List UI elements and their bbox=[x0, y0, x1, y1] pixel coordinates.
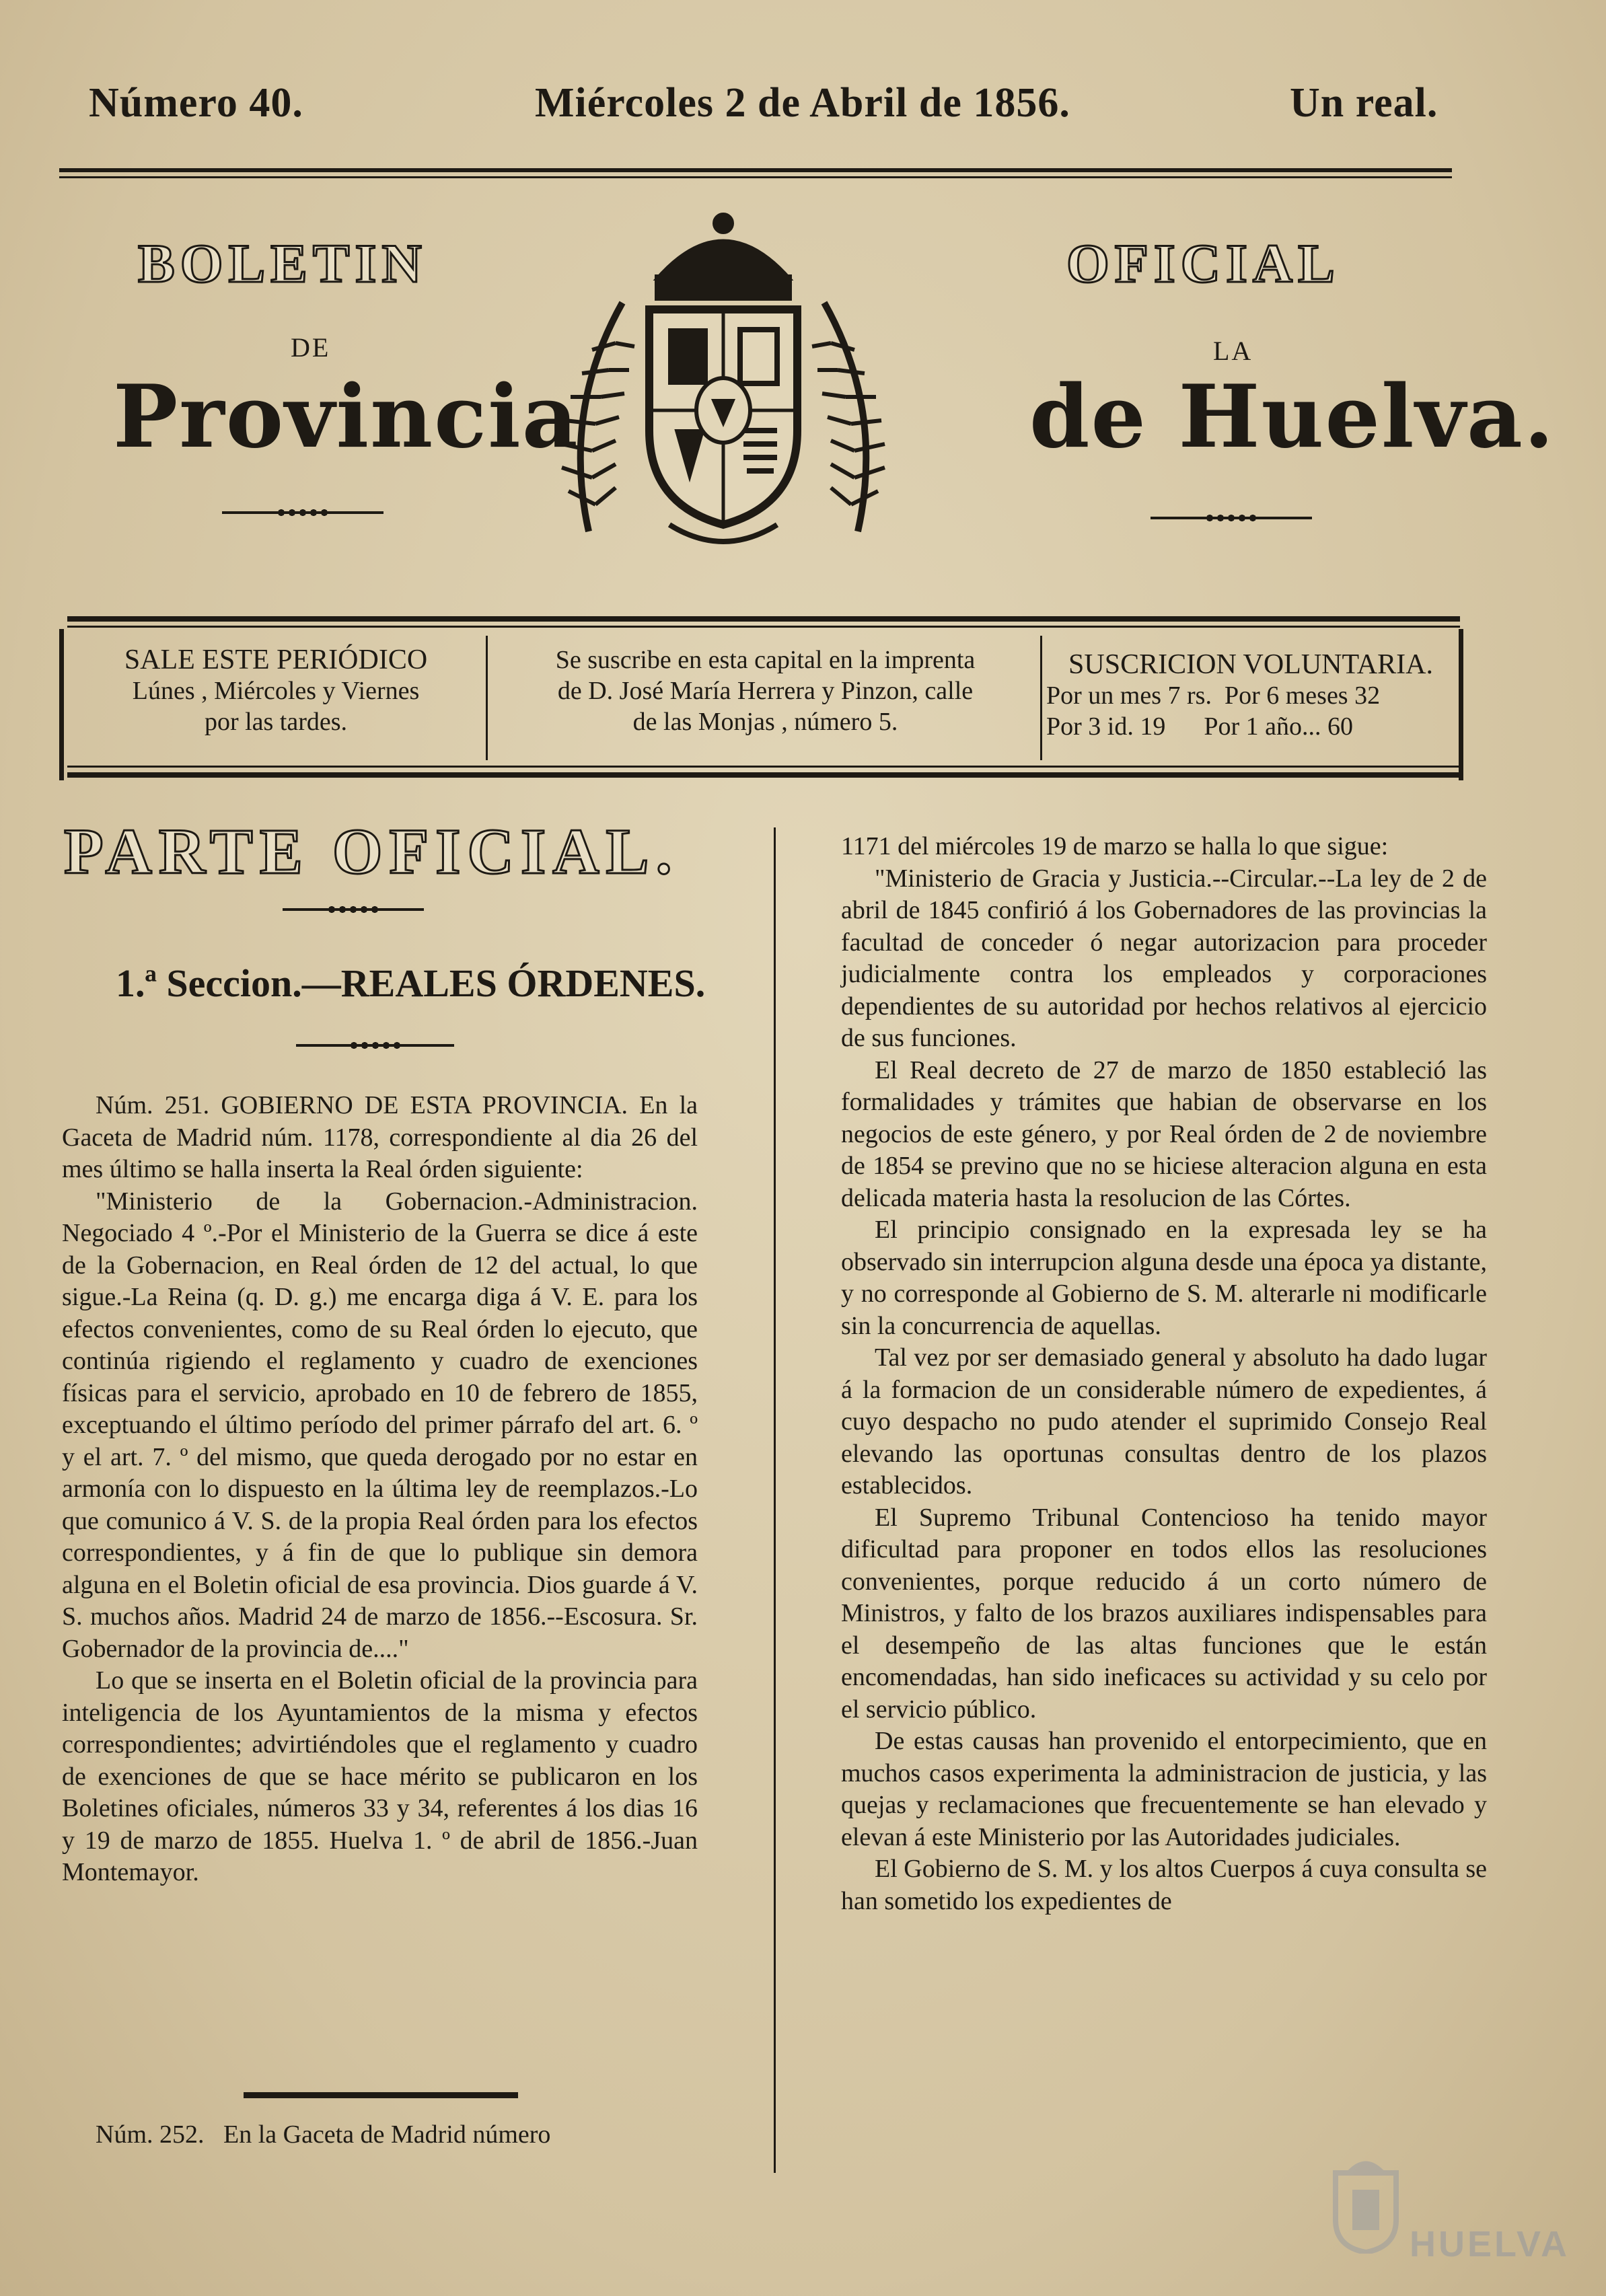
top-rule-thin bbox=[59, 176, 1452, 178]
masthead-de: DE bbox=[291, 332, 331, 363]
top-rule bbox=[59, 168, 1452, 172]
issue-price: Un real. bbox=[1290, 80, 1438, 126]
info-voluntary bbox=[1046, 649, 1455, 742]
column-divider bbox=[774, 827, 776, 2173]
parte-oficial-heading: PARTE OFICIAL. bbox=[64, 815, 679, 887]
masthead-huelva: de Huelva. bbox=[1029, 367, 1556, 468]
watermark-crest-icon bbox=[1329, 2153, 1403, 2254]
ornament-parte bbox=[283, 908, 424, 911]
circular-p1: "Ministerio de Gracia y Justicia.--Circular.--La ley de 2 de abril de 1845 confirió á los Gobernadores de las provincias la facultad de conceder ó negar autorizacion para proceder judicialmente contra los empleados y corporaciones dependientes de su autoridad por hechos relativos al ejercicio de sus funciones. bbox=[841, 864, 1487, 1052]
periodicity-title: SALE ESTE PERIÓDICO bbox=[124, 644, 428, 675]
circular-p6: De estas causas han provenido el entorpecimiento, que en muchos casos experimenta la administracion de justicia, y las quejas y reclamaciones que frecuentemente se han elevado y elevan á este Ministerio por las Autoridades judiciales. bbox=[841, 1727, 1487, 1851]
subscription-line1: Se suscribe en esta capital en la imprenta bbox=[555, 646, 976, 674]
masthead-provincia: Provincia bbox=[113, 367, 579, 468]
circular-p5: El Supremo Tribunal Contencioso ha tenido mayor dificultad para proponer en todos ellos las resoluciones convenientes, porque reducido á un corto número de Ministros, y falto de los brazos auxiliares indispensables para el desempeño de las altas funciones que le están encomendadas, han sido ineficaces su actividad y su celo por el servicio público. bbox=[841, 1503, 1487, 1724]
info-rule-bottom-thin bbox=[67, 766, 1460, 768]
circular-p2: El Real decreto de 27 de marzo de 1850 estableció las formalidades y trámites que habian de observarse en los negocios de este género, y por Real órden de 2 de noviembre de 1854 se previno que no se hiciese alteracion alguna en esta delicada materia hasta la resolucion de las Córtes. bbox=[841, 1056, 1487, 1212]
voluntary-line2: Por 3 id. 19 Por 1 año... 60 bbox=[1046, 712, 1353, 741]
issue-number: Número 40. bbox=[89, 80, 303, 126]
subscription-line2: de D. José María Herrera y Pinzon, calle bbox=[557, 677, 974, 705]
masthead-boletin: BOLETIN bbox=[138, 233, 427, 294]
ornament-left bbox=[222, 511, 384, 514]
ornament-section bbox=[296, 1044, 454, 1047]
coat-of-arms-icon bbox=[548, 209, 898, 565]
masthead-la: LA bbox=[1213, 336, 1253, 366]
right-column-text bbox=[841, 831, 1487, 1917]
info-periodicity bbox=[71, 644, 481, 737]
issue-date: Miércoles 2 de Abril de 1856. bbox=[535, 80, 1070, 126]
info-rule-top-thin bbox=[67, 626, 1460, 628]
info-divider-2 bbox=[1040, 636, 1042, 760]
article-252-start: Núm. 252. En la Gaceta de Madrid número bbox=[96, 2120, 551, 2149]
info-border-right bbox=[1459, 629, 1463, 780]
subscription-line3: de las Monjas , número 5. bbox=[632, 708, 898, 736]
circular-p7: El Gobierno de S. M. y los altos Cuerpos á cuya consulta se han sometido los expedientes de bbox=[841, 1855, 1487, 1915]
info-rule-bottom bbox=[67, 772, 1460, 778]
circular-p4: Tal vez por ser demasiado general y absoluto ha dado lugar á la formacion de un considerable número de expedientes, á cuyo despacho no pudo atender el suprimido Consejo Real elevando las oportunas consultas dentro de los plazos establecidos. bbox=[841, 1343, 1487, 1499]
periodicity-line1: Lúnes , Miércoles y Viernes bbox=[132, 677, 420, 705]
watermark-huelva: HUELVA bbox=[1410, 2224, 1570, 2264]
circular-p3: El principio consignado en la expresada ley se ha observado sin interrupcion alguna desde una época ya distante, y no corresponde al Gobierno de S. M. alterarle ni modificarle sin la concurrencia de aquellas. bbox=[841, 1216, 1487, 1340]
periodicity-line2: por las tardes. bbox=[204, 708, 348, 736]
voluntary-line1: Por un mes 7 rs. Por 6 meses 32 bbox=[1046, 681, 1381, 710]
voluntary-title: SUSCRICION VOLUNTARIA. bbox=[1068, 649, 1433, 680]
article-251-body: "Ministerio de la Gobernacion.-Administracion. Negociado 4 º.-Por el Ministerio de la Guerra se dice á este de la Gobernacion, en Real órden de 12 del actual, lo que sigue.-La Reina (q. D. g.) me encarga diga á V. E. para los efectos convenientes, como de su Real órden lo ejecuto, que continúa rigiendo el reglamento y cuadro de exenciones físicas para el servicio, aprobado en 10 de febrero de 1855, exceptuando el último período del primer párrafo del art. 6. º y el art. 7. º del mismo, que queda derogado por no estar en armonía con lo dispuesto en la última ley de reemplazos.-Lo que comunico á V. S. de la propia Real órden para los efectos correspondientes, y á fin de que lo publique sin demora alguna en el Boletin oficial de esa provincia. Dios guarde á V. S. muchos años. Madrid 24 de marzo de 1856.--Escosura. Sr. Gobernador de la provincia de...." bbox=[62, 1187, 698, 1663]
left-column-text bbox=[62, 1090, 698, 1889]
info-border-left bbox=[59, 629, 64, 780]
article-252-lead: 1171 del miércoles 19 de marzo se halla lo que sigue: bbox=[841, 832, 1389, 860]
info-divider-1 bbox=[486, 636, 488, 760]
info-subscription bbox=[495, 644, 1036, 737]
section-heading: 1.ª Seccion.—REALES ÓRDENES. bbox=[116, 961, 706, 1005]
article-separator bbox=[244, 2092, 518, 2098]
masthead-oficial: OFICIAL bbox=[1066, 233, 1340, 294]
ornament-right bbox=[1151, 517, 1312, 519]
article-251-intro: Núm. 251. GOBIERNO DE ESTA PROVINCIA. En la Gaceta de Madrid núm. 1178, correspondiente al dia 26 del mes último se halla inserta la Real órden siguiente: bbox=[62, 1091, 698, 1183]
info-rule-top bbox=[67, 616, 1460, 622]
article-251-note: Lo que se inserta en el Boletin oficial de la provincia para inteligencia de los Ayuntamientos de la misma y efectos correspondientes; advirtiéndoles que el reglamento y cuadro de exenciones de que se hace mérito se publicaron en los Boletines oficiales, números 33 y 34, referentes á los dias 16 y 19 de marzo de 1855. Huelva 1. º de abril de 1856.-Juan Montemayor. bbox=[62, 1666, 698, 1886]
left-column-continuation bbox=[62, 2119, 698, 2151]
